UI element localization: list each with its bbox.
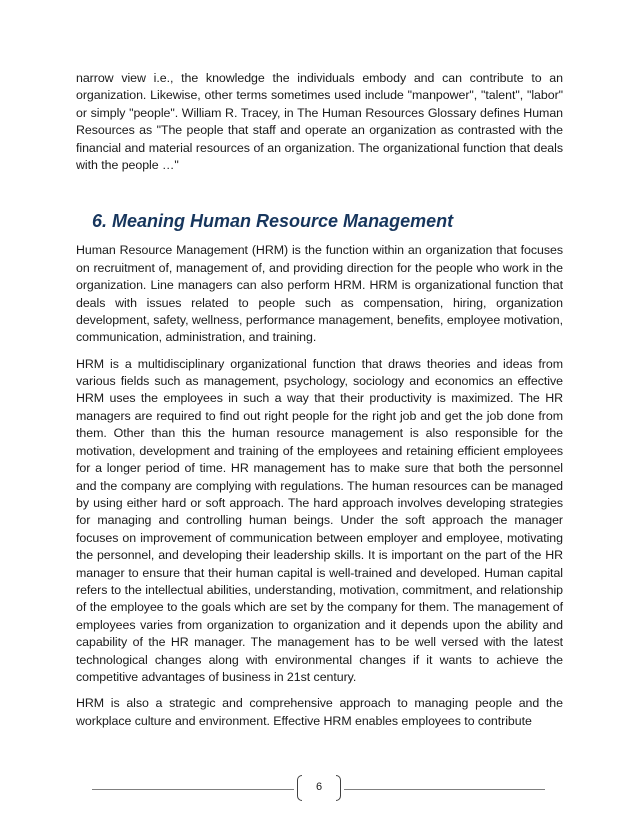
- section-heading: 6. Meaning Human Resource Management: [92, 211, 454, 232]
- intro-paragraph: narrow view i.e., the knowledge the individuals embody and can contribute to an organization. Likewise, other terms sometimes used include "manpower", "talent", "labor" or simply "people". William R. Tracey, in The Human Resources Glossary defines Human Resources as "The people that staff and operate an organization as contrasted with the financial and material resources of an organization. The organizational function that deals with the people …": [76, 71, 563, 173]
- page-number: 6: [315, 781, 323, 793]
- footer-rule-right: [344, 789, 545, 790]
- page-footer: [92, 774, 545, 804]
- paragraph-hrm-definition: Human Resource Management (HRM) is the function within an organization that focuses on recruitment of, management of, and providing direction for the people who work in the organization. Line managers can also perform HRM. HRM is organizational function that deals with issues related to people such as compensation, hiring, organization development, safety, wellness, performance management, benefits, employee motivation, communication, administration, and training.: [76, 243, 563, 345]
- right-bracket-icon: [336, 775, 341, 801]
- paragraph-hrm-multidisciplinary: HRM is a multidisciplinary organizational function that draws theories and ideas from various fields such as management, psychology, sociology and economics an effective HRM uses the employees in such a way that their productivity is maximized. The HR managers are required to find out right people for the right job and get the job done from them. Other than this the human resource management is also responsible for the motivation, development and training of the employees and retaining efficient employees for a longer period of time. HR management has to make sure that both the personnel and the company are complying with regulations. The human resources can be managed by using either hard or soft approach. The hard approach involves developing strategies for managing and controlling human beings. Under the soft approach the manager focuses on improvement of communication between employer and employee, motivating the personnel, and developing their leadership skills. It is important on the part of the HR manager to ensure that their human capital is well-trained and developed. Human capital refers to the intellectual abilities, understanding, motivation, commitment, and relationship of the employee to the goals which are set by the company for them. The management of employees varies from organization to organization and it depends upon the ability and capability of the HR manager. The management has to be well versed with the latest technological changes along with environmental changes if it wants to achieve the competitive advantages of business in 21st century.: [76, 356, 563, 684]
- footer-rule-left: [92, 789, 294, 790]
- document-body: [76, 70, 563, 730]
- paragraph-hrm-strategic: HRM is also a strategic and comprehensive approach to managing people and the workplace culture and environment. Effective HRM enables employees to contribute: [76, 696, 563, 728]
